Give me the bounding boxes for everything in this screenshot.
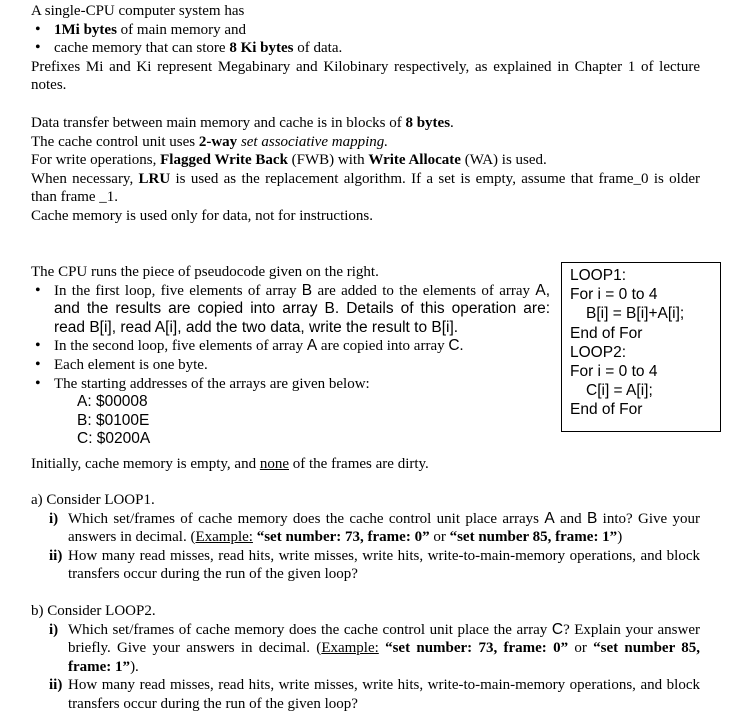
cache-line-3: For write operations, Flagged Write Back (FWB) with Write Allocate (WA) is used. xyxy=(31,152,547,169)
question-b-i: i) Which set/frames of cache memory does the cache control unit place the array C? Explain your answer briefly. Give your answers in decimal. (Example: “set number: 73, frame: 0” or “set number 85, frame: 1”). xyxy=(49,620,701,675)
list-item: • 1Mi bytes of main memory and xyxy=(31,21,700,40)
code-line: LOOP2: xyxy=(570,343,626,361)
initial-state: Initially, cache memory is empty, and none of the frames are dirty. xyxy=(31,456,429,472)
cache-line-5: Cache memory is used only for data, not for instructions. xyxy=(31,207,374,224)
address-a: A: $00008 xyxy=(77,393,148,411)
question-b xyxy=(31,602,700,714)
cache-line-2: The cache control unit uses 2-way set associative mapping. xyxy=(31,133,389,150)
program-section xyxy=(31,263,550,449)
system-section xyxy=(31,2,700,95)
code-line: For i = 0 to 4 xyxy=(570,363,658,381)
code-line: C[i] = A[i]; xyxy=(586,382,653,400)
address-b: B: $0100E xyxy=(77,411,150,429)
question-a-title: a) Consider LOOP1. xyxy=(31,492,155,508)
code-line: For i = 0 to 4 xyxy=(570,286,658,304)
list-item: • The starting addresses of the arrays are given below: xyxy=(31,375,550,394)
list-item: • cache memory that can store 8 Ki bytes of data. xyxy=(31,39,700,58)
prefix-note: Prefixes Mi and Ki represent Megabinary and Kilobinary respectively, as explained in Chapter 1 of lecture notes. xyxy=(31,58,700,94)
system-intro: A single-CPU computer system has xyxy=(31,3,245,19)
cache-section xyxy=(31,114,700,226)
list-item: • Each element is one byte. xyxy=(31,356,550,375)
list-item: • In the second loop, five elements of array A are copied into array C. xyxy=(31,337,550,356)
program-list xyxy=(31,282,550,394)
pseudocode-box xyxy=(561,262,721,432)
address-c: C: $0200A xyxy=(77,430,151,448)
question-a-i: i) Which set/frames of cache memory does the cache control unit place arrays A and B into? Give your answers in decimal. (Example: “set number: 73, frame: 0” or “set number 85, frame: 1”) xyxy=(49,509,700,546)
question-b-title: b) Consider LOOP2. xyxy=(31,603,156,619)
question-a-ii: ii) How many read misses, read hits, write misses, write hits, write-to-main-memory operations, and block transfers occur during the run of the given loop? xyxy=(49,547,700,583)
question-b-ii: ii) How many read misses, read hits, write misses, write hits, write-to-main-memory operations, and block transfers occur during the run of the given loop? xyxy=(49,677,700,712)
system-list xyxy=(31,21,700,58)
question-a xyxy=(31,491,700,584)
list-item: • In the first loop, five elements of array B are added to the elements of array A, and the results are copied into array B. Details of this operation are: read B[i], read A[i], add the two data, write the result to B[i]. xyxy=(31,282,550,338)
cache-line-1: Data transfer between main memory and cache is in blocks of 8 bytes. xyxy=(31,115,454,131)
code-line: End of For xyxy=(570,401,643,419)
code-line: B[i] = B[i]+A[i]; xyxy=(586,305,685,323)
program-intro: The CPU runs the piece of pseudocode given on the right. xyxy=(31,264,379,280)
code-line: End of For xyxy=(570,324,643,342)
code-line: LOOP1: xyxy=(570,267,626,284)
cache-line-4: When necessary, LRU is used as the replacement algorithm. If a set is empty, assume that frame_0 is older than frame _1. xyxy=(31,170,700,206)
